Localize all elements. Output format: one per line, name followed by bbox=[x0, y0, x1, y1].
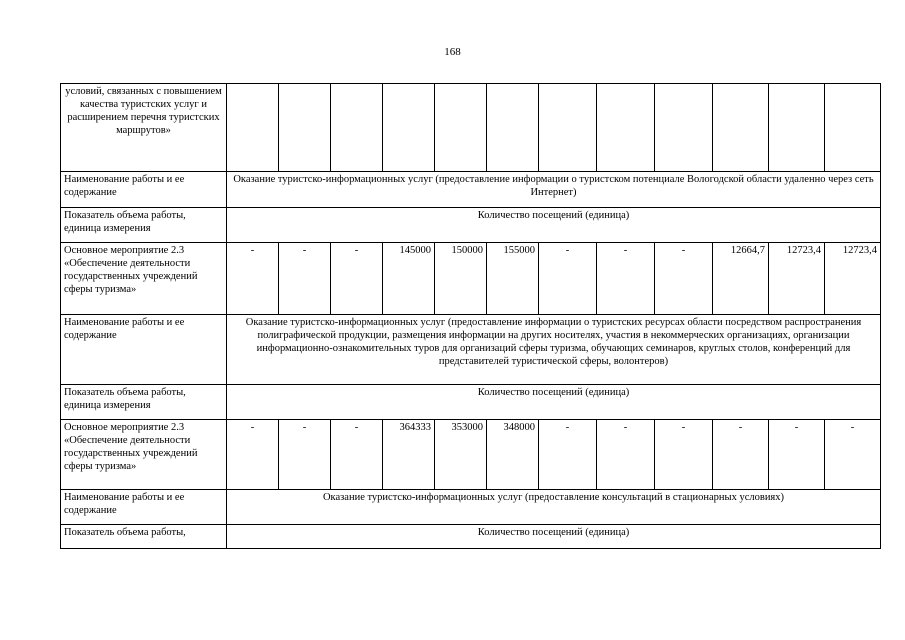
row-label: Основное мероприятие 2.3 «Обеспечение деятельности государственных учреждений сферы туризма» bbox=[61, 420, 227, 490]
value-cell: - bbox=[713, 420, 769, 490]
merged-content-cell: Количество посещений (единица) bbox=[227, 208, 881, 243]
value-cell bbox=[597, 84, 655, 172]
table-row bbox=[61, 525, 881, 549]
value-cell: - bbox=[597, 420, 655, 490]
value-cell: - bbox=[279, 420, 331, 490]
table-row bbox=[61, 172, 881, 208]
value-cell: - bbox=[331, 243, 383, 315]
value-cell bbox=[825, 84, 881, 172]
value-cell: 353000 bbox=[435, 420, 487, 490]
value-cell: 364333 bbox=[383, 420, 435, 490]
value-cell: - bbox=[227, 420, 279, 490]
table-row bbox=[61, 315, 881, 385]
value-cell: - bbox=[597, 243, 655, 315]
value-cell bbox=[487, 84, 539, 172]
value-cell: - bbox=[825, 420, 881, 490]
value-cell: 145000 bbox=[383, 243, 435, 315]
page-number: 168 bbox=[444, 46, 461, 58]
value-cell: - bbox=[655, 243, 713, 315]
merged-content-cell: Оказание туристско-информационных услуг (предоставление информации о туристском потенциале Вологодской области удаленно через сеть Интернет) bbox=[227, 172, 881, 208]
value-cell: - bbox=[655, 420, 713, 490]
value-cell bbox=[383, 84, 435, 172]
row-label: Наименование работы и ее содержание bbox=[61, 172, 227, 208]
value-cell bbox=[539, 84, 597, 172]
value-cell: 150000 bbox=[435, 243, 487, 315]
row-label: Наименование работы и ее содержание bbox=[61, 315, 227, 385]
value-cell bbox=[435, 84, 487, 172]
value-cell bbox=[331, 84, 383, 172]
value-cell: - bbox=[279, 243, 331, 315]
row-label: Показатель объема работы, единица измерения bbox=[61, 208, 227, 243]
report-table bbox=[60, 83, 881, 549]
value-cell: 155000 bbox=[487, 243, 539, 315]
row-label: Показатель объема работы, bbox=[61, 525, 227, 549]
value-cell: - bbox=[769, 420, 825, 490]
table-row bbox=[61, 243, 881, 315]
table-row bbox=[61, 84, 881, 172]
value-cell bbox=[769, 84, 825, 172]
value-cell bbox=[655, 84, 713, 172]
merged-content-cell: Количество посещений (единица) bbox=[227, 525, 881, 549]
merged-content-cell: Количество посещений (единица) bbox=[227, 385, 881, 420]
row-label: Основное мероприятие 2.3 «Обеспечение деятельности государственных учреждений сферы туризма» bbox=[61, 243, 227, 315]
value-cell: - bbox=[539, 243, 597, 315]
row-label: Показатель объема работы, единица измерения bbox=[61, 385, 227, 420]
value-cell bbox=[227, 84, 279, 172]
value-cell bbox=[279, 84, 331, 172]
value-cell: - bbox=[539, 420, 597, 490]
table-row bbox=[61, 208, 881, 243]
row-label: условий, связанных с повышением качества туристских услуг и расширением перечня туристских маршрутов» bbox=[61, 84, 227, 172]
value-cell: 12664,7 bbox=[713, 243, 769, 315]
value-cell bbox=[713, 84, 769, 172]
table-row bbox=[61, 385, 881, 420]
value-cell: 12723,4 bbox=[825, 243, 881, 315]
value-cell: 348000 bbox=[487, 420, 539, 490]
table-row bbox=[61, 420, 881, 490]
value-cell: 12723,4 bbox=[769, 243, 825, 315]
row-label: Наименование работы и ее содержание bbox=[61, 490, 227, 525]
table-row bbox=[61, 490, 881, 525]
value-cell: - bbox=[331, 420, 383, 490]
merged-content-cell: Оказание туристско-информационных услуг (предоставление консультаций в стационарных условиях) bbox=[227, 490, 881, 525]
merged-content-cell: Оказание туристско-информационных услуг (предоставление информации о туристских ресурсах области посредством распространения полиграфической продукции, размещения информации на других носителях, участия в некоммерческих организациях, организации информационно-ознакомительных туров для организаций сферы туризма, обучающих семинаров, круглых столов, конференций для представителей туристической сферы, волонтеров) bbox=[227, 315, 881, 385]
value-cell: - bbox=[227, 243, 279, 315]
